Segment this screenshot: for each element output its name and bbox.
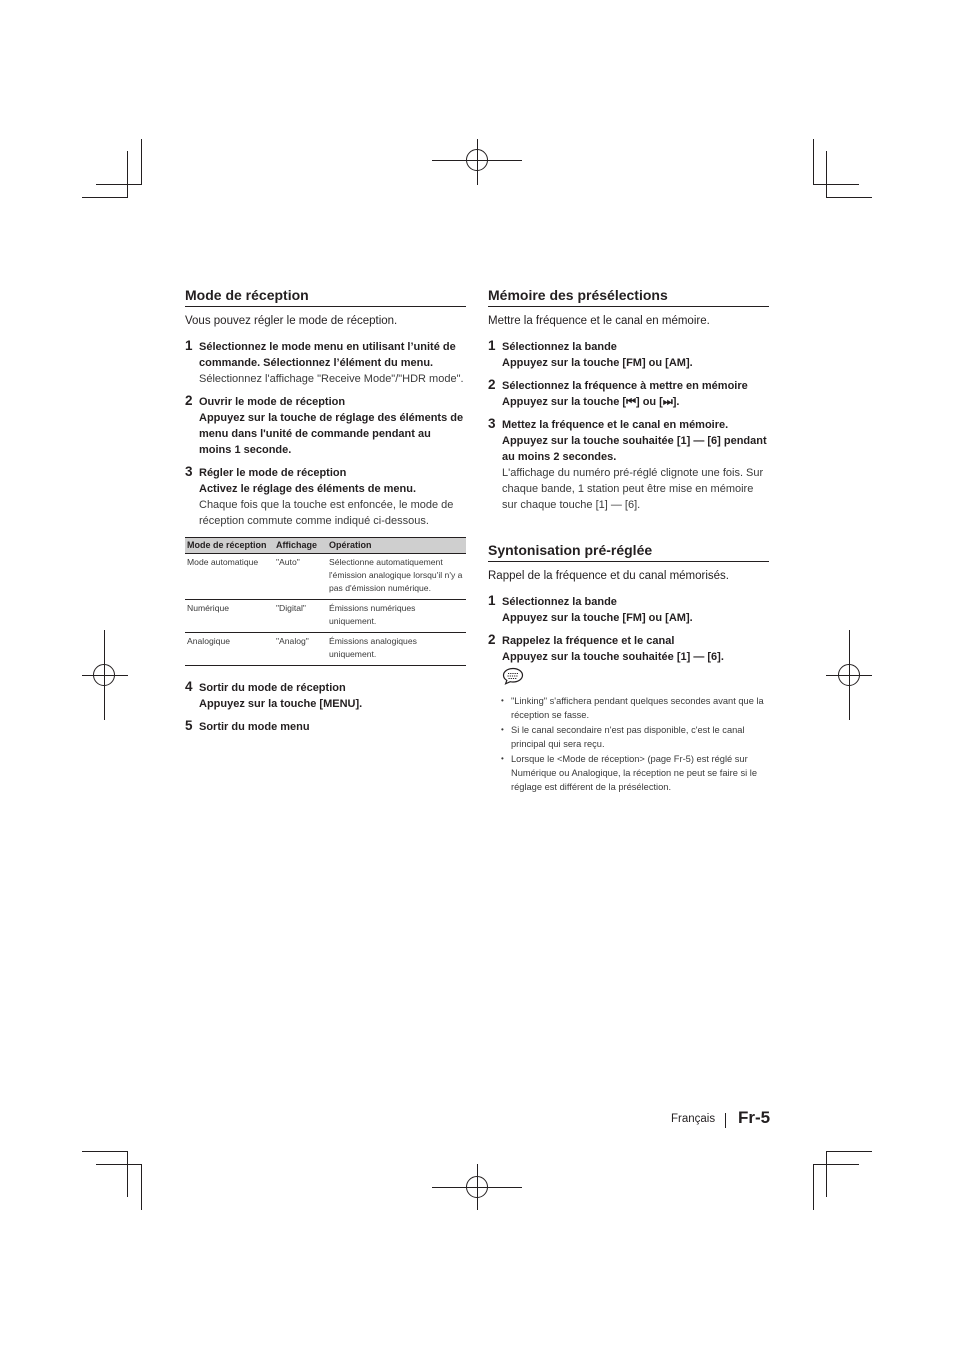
table-cell: "Auto": [274, 554, 327, 600]
step-number: 4: [185, 679, 193, 694]
section-intro: Vous pouvez régler le mode de réception.: [185, 315, 398, 327]
step-title: Sortir du mode de réception: [199, 682, 346, 694]
step-title: Sortir du mode menu: [199, 721, 310, 733]
note-item: • "Linking" s'affichera pendant quelques secondes avant que la réception se fasse.: [488, 694, 769, 722]
step-title: Rappelez la fréquence et le canal: [502, 635, 675, 647]
step-number: 2: [488, 377, 496, 392]
footer-separator: [725, 1113, 726, 1128]
step-number: 1: [488, 593, 496, 608]
step-number: 3: [488, 416, 496, 431]
step-number: 2: [185, 393, 193, 408]
footer-language: Français: [671, 1113, 716, 1125]
note-speech-bubble-icon: [502, 667, 769, 690]
preset-tuning-section: [488, 541, 769, 794]
step-number: 1: [488, 338, 496, 353]
section-intro: Mettre la fréquence et le canal en mémoire.: [488, 315, 710, 327]
column-header: Affichage: [274, 538, 327, 554]
step-title: Mettez la fréquence et le canal en mémoire.: [502, 419, 729, 431]
step-title: Ouvrir le mode de réception: [199, 396, 346, 408]
column-header: Opération: [327, 538, 466, 554]
notes-list: [488, 694, 769, 794]
step-5: [185, 719, 466, 735]
step-title: Régler le mode de réception: [199, 467, 347, 479]
table-cell: "Analog": [274, 633, 327, 666]
note-item: • Si le canal secondaire n'est pas disponible, c'est le canal principal qui sera reçu.: [488, 723, 769, 751]
step-action: Appuyez sur la touche souhaitée [1] — [6] pendant au moins 2 secondes.: [502, 435, 767, 463]
step-action: Appuyez sur la touche [⏮] ou [⏭].: [502, 396, 680, 408]
step-action: Activez le réglage des éléments de menu.: [199, 483, 417, 495]
step-2: [488, 378, 769, 410]
step-note: L'affichage du numéro pré-réglé clignote une fois. Sur chaque bande, 1 station peut être mise en mémoire sur chaque touche [1] — [6].: [502, 467, 764, 511]
step-title: Sélectionnez la bande: [502, 596, 617, 608]
table-header-row: [185, 538, 466, 554]
step-number: 3: [185, 464, 193, 479]
section-title: Mémoire des présélections: [488, 286, 769, 307]
step-action: Appuyez sur la touche [MENU].: [199, 698, 363, 710]
step-2: [185, 394, 466, 458]
section-intro: Rappel de la fréquence et du canal mémorisés.: [488, 570, 730, 582]
step-action: Appuyez sur la touche [FM] ou [AM].: [502, 357, 693, 369]
step-title: Sélectionnez la bande: [502, 341, 617, 353]
step-number: 5: [185, 718, 193, 733]
reception-mode-section: [185, 286, 466, 742]
step-action: Appuyez sur la touche [FM] ou [AM].: [502, 612, 693, 624]
section-title: Syntonisation pré-réglée: [488, 541, 769, 562]
step-number: 1: [185, 338, 193, 353]
step-2: [488, 633, 769, 665]
column-header: Mode de réception: [185, 538, 274, 554]
step-4: [185, 680, 466, 712]
table-cell: Analogique: [185, 633, 274, 666]
step-note: Sélectionnez l'affichage "Receive Mode"/"HDR mode".: [199, 373, 464, 385]
section-title: Mode de réception: [185, 286, 466, 307]
table-row: [185, 600, 466, 633]
reception-mode-table: [185, 537, 466, 666]
table-cell: Émissions numériques uniquement.: [327, 600, 466, 633]
table-row: [185, 554, 466, 600]
step-action: Appuyez sur la touche de réglage des éléments de menu dans l'unité de commande pendant au moins 1 seconde.: [199, 412, 464, 456]
step-action: Appuyez sur la touche souhaitée [1] — [6].: [502, 651, 724, 663]
preset-memory-section: [488, 286, 769, 513]
page-number: Fr-5: [738, 1108, 771, 1127]
table-cell: Mode automatique: [185, 554, 274, 600]
step-1: [488, 594, 769, 626]
table-cell: Sélectionne automatiquement l'émission analogique lorsqu'il n'y a pas d'émission numérique.: [327, 554, 466, 600]
step-note: Chaque fois que la touche est enfoncée, le mode de réception commute comme indiqué ci-dessous.: [199, 499, 454, 527]
table-cell: Émissions analogiques uniquement.: [327, 633, 466, 666]
step-number: 2: [488, 632, 496, 647]
table-cell: "Digital": [274, 600, 327, 633]
table-row: [185, 633, 466, 666]
note-item: • Lorsque le <Mode de réception> (page Fr-5) est réglé sur Numérique ou Analogique, la réception ne peut se faire si le réglage est différent de la présélection.: [488, 752, 769, 794]
right-column: [488, 286, 769, 795]
step-3: [185, 465, 466, 529]
table-cell: Numérique: [185, 600, 274, 633]
step-1: [488, 339, 769, 371]
step-3: [488, 417, 769, 513]
step-title: Sélectionnez le mode menu en utilisant l’unité de commande. Sélectionnez l’élément du menu.: [199, 341, 456, 369]
step-title: Sélectionnez la fréquence à mettre en mémoire: [502, 380, 748, 392]
step-1: [185, 339, 466, 387]
